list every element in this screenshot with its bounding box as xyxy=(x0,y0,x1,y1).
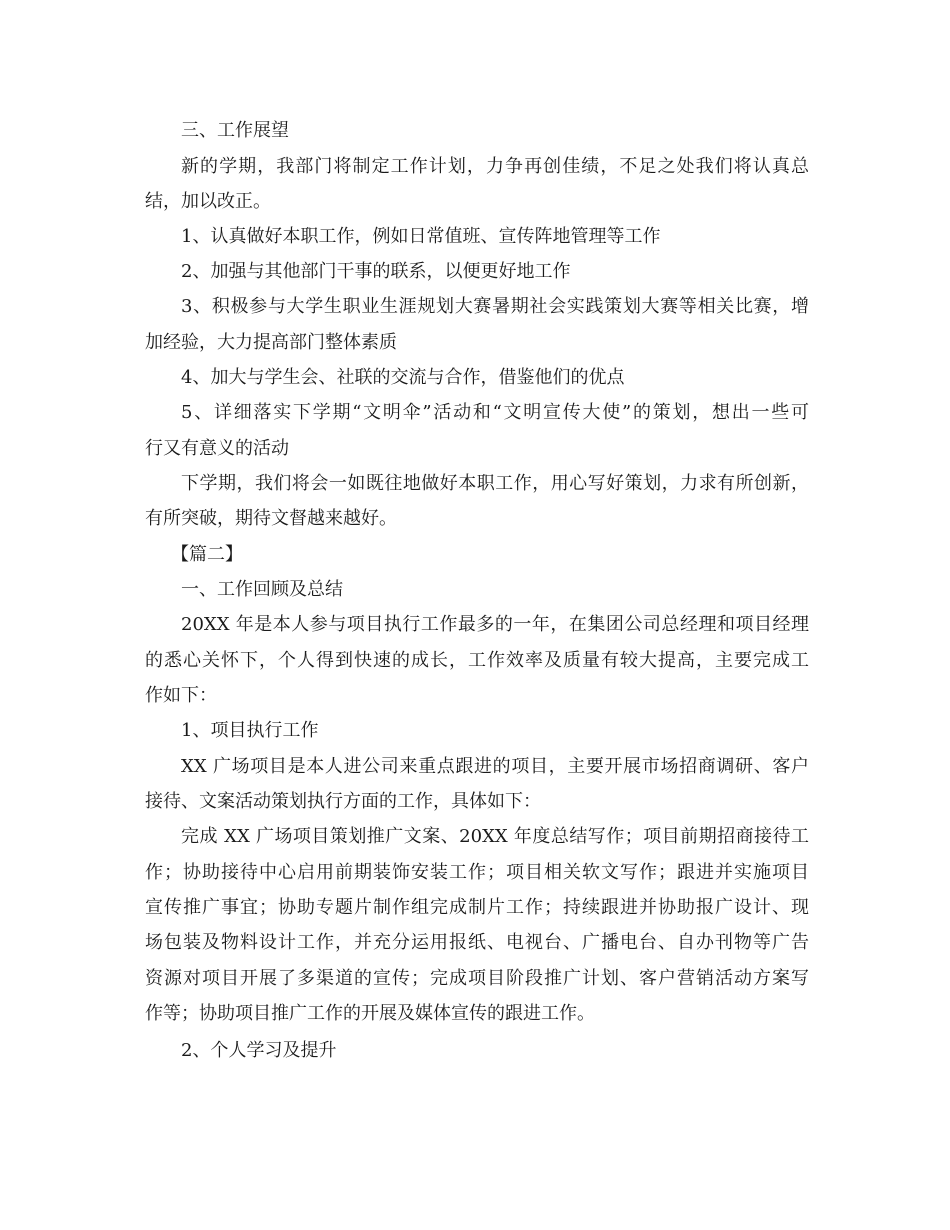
section-heading-outlook: 三、工作展望 xyxy=(181,120,289,141)
paragraph-line: 有所突破，期待文督越来越好。 xyxy=(145,508,397,529)
section-heading-review: 一、工作回顾及总结 xyxy=(181,579,343,600)
paragraph-line: 下学期，我们将会一如既往地做好本职工作，用心写好策划，力求有所创新， xyxy=(181,473,809,494)
list-item: 2、加强与其他部门干事的联系，以便更好地工作 xyxy=(181,261,571,282)
paragraph-line: 的悉心关怀下，个人得到快速的成长，工作效率及质量有较大提高，主要完成工 xyxy=(145,650,809,671)
part-heading: 【篇二】 xyxy=(171,544,243,565)
list-item-continuation: 行又有意义的活动 xyxy=(145,438,289,459)
subsection-heading: 1、项目执行工作 xyxy=(181,720,319,741)
list-item: 1、认真做好本职工作，例如日常值班、宣传阵地管理等工作 xyxy=(181,226,661,247)
paragraph-line: 作；协助接待中心启用前期装饰安装工作；项目相关软文写作；跟进并实施项目 xyxy=(145,862,809,883)
paragraph-line: 完成 XX 广场项目策划推广文案、20XX 年度总结写作；项目前期招商接待工 xyxy=(181,826,809,847)
list-item: 4、加大与学生会、社联的交流与合作，借鉴他们的优点 xyxy=(181,367,625,388)
paragraph-line: 新的学期，我部门将制定工作计划，力争再创佳绩，不足之处我们将认真总 xyxy=(181,156,809,177)
paragraph-line: 接待、文案活动策划执行方面的工作，具体如下： xyxy=(145,791,541,812)
paragraph-line: 20XX 年是本人参与项目执行工作最多的一年，在集团公司总经理和项目经理 xyxy=(181,614,809,635)
paragraph-line: 资源对项目开展了多渠道的宣传；完成项目阶段推广计划、客户营销活动方案写 xyxy=(145,968,809,989)
paragraph-line: 场包装及物料设计工作，并充分运用报纸、电视台、广播电台、自办刊物等广告 xyxy=(145,932,809,953)
paragraph-line: XX 广场项目是本人进公司来重点跟进的项目，主要开展市场招商调研、客户 xyxy=(181,756,809,777)
paragraph-line: 作等；协助项目推广工作的开展及媒体宣传的跟进工作。 xyxy=(145,1003,595,1024)
list-item: 5、详细落实下学期“文明伞”活动和“文明宣传大使”的策划，想出一些可 xyxy=(181,402,809,423)
list-item-continuation: 加经验，大力提高部门整体素质 xyxy=(145,332,397,353)
list-item: 3、积极参与大学生职业生涯规划大赛暑期社会实践策划大赛等相关比赛，增 xyxy=(181,296,809,317)
paragraph-line: 宣传推广事宜；协助专题片制作组完成制片工作；持续跟进并协助报广设计、现 xyxy=(145,897,809,918)
paragraph-line: 作如下： xyxy=(145,685,217,706)
subsection-heading: 2、个人学习及提升 xyxy=(181,1040,337,1061)
paragraph-line: 结，加以改正。 xyxy=(145,191,271,212)
